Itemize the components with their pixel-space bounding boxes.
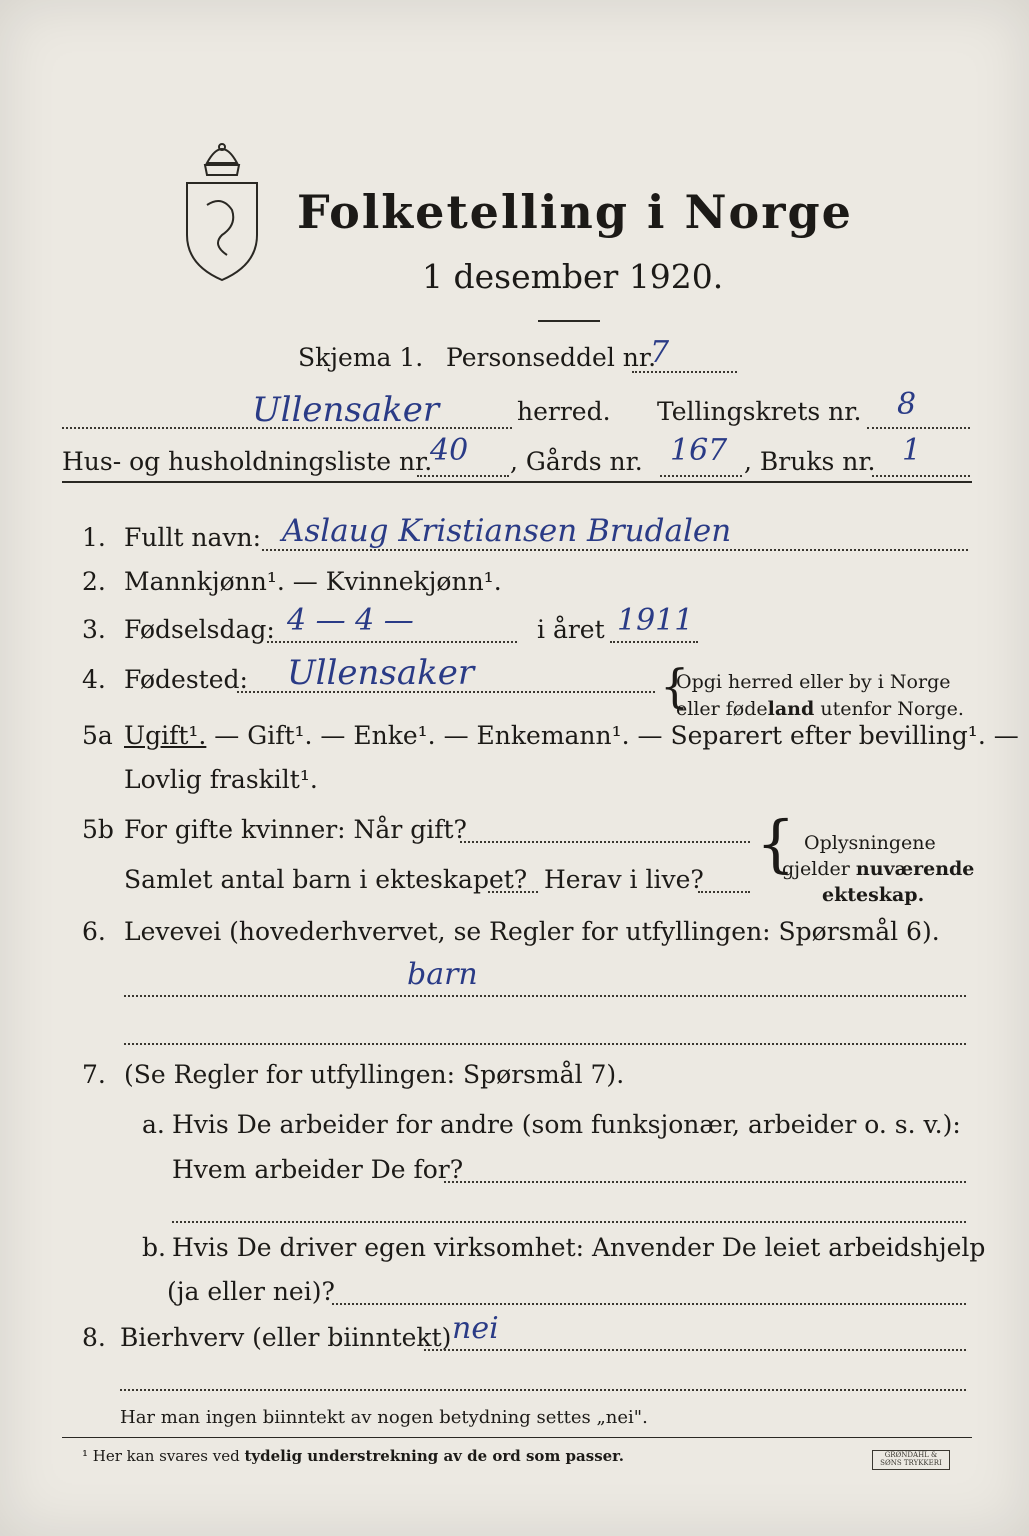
q5b-number: 5b bbox=[82, 815, 114, 844]
personseddel-label: Personseddel nr. bbox=[446, 343, 657, 372]
bruks-value: 1 bbox=[902, 433, 922, 468]
q8-line2 bbox=[120, 1389, 966, 1391]
biinntekt-note: Har man ingen biinntekt av nogen betydning settes „nei". bbox=[120, 1407, 648, 1428]
herred-value: Ullensaker bbox=[252, 390, 440, 430]
hus-label: Hus- og husholdningsliste nr. bbox=[62, 447, 433, 476]
header-rule bbox=[62, 481, 972, 483]
q5a-number: 5a bbox=[82, 721, 113, 750]
printer-stamp: GRØNDAHL & SØNS TRYKKERI bbox=[872, 1450, 950, 1470]
q2-number: 2. bbox=[82, 567, 106, 596]
q7b-line bbox=[332, 1303, 966, 1305]
q5a-line2: Lovlig fraskilt¹. bbox=[124, 765, 318, 794]
q5b-children-line bbox=[488, 891, 538, 893]
q3-label: Fødselsdag: bbox=[124, 615, 275, 644]
bruks-line bbox=[872, 475, 970, 477]
q2-label: Mannkjønn¹. — Kvinnekjønn¹. bbox=[124, 567, 502, 596]
tellingskrets-label: Tellingskrets nr. bbox=[657, 397, 862, 426]
q5b-note-line3: ekteskap. bbox=[822, 884, 925, 906]
census-form bbox=[62, 125, 1019, 1480]
q3-line bbox=[267, 641, 517, 643]
q6-line2 bbox=[124, 1043, 966, 1045]
q1-label: Fullt navn: bbox=[124, 523, 262, 552]
q3-number: 3. bbox=[82, 615, 106, 644]
q5b-married-line bbox=[460, 841, 750, 843]
q4-brace: { bbox=[660, 659, 690, 713]
q4-value: Ullensaker bbox=[287, 653, 475, 693]
footer-rule bbox=[62, 1437, 972, 1438]
q7-number: 7. bbox=[82, 1060, 106, 1089]
q7a-who-line bbox=[444, 1181, 966, 1183]
q7a-label: Hvis De arbeider for andre (som funksjonær, arbeider o. s. v.): bbox=[172, 1110, 961, 1139]
bruks-label: , Bruks nr. bbox=[744, 447, 876, 476]
q5a-options: Ugift¹. — Gift¹. — Enke¹. — Enkemann¹. — Separert efter bevilling¹. — bbox=[124, 721, 1019, 750]
q3-year-line bbox=[610, 641, 698, 643]
q6-label: Levevei (hovederhvervet, se Regler for utfyllingen: Spørsmål 6). bbox=[124, 917, 940, 946]
herred-label: herred. bbox=[517, 397, 611, 426]
personseddel-line bbox=[632, 371, 737, 373]
q5b-alive-line bbox=[698, 891, 750, 893]
footnote: ¹ Her kan svares ved tydelig understrekning av de ord som passer. bbox=[82, 1447, 624, 1465]
form-title: Folketelling i Norge bbox=[297, 185, 853, 239]
q4-number: 4. bbox=[82, 665, 106, 694]
q8-value: nei bbox=[452, 1311, 499, 1346]
q7b-ja-nei-label: (ja eller nei)? bbox=[167, 1277, 335, 1306]
q5b-alive-label: Herav i live? bbox=[544, 865, 704, 894]
q3-year-value: 1911 bbox=[617, 603, 694, 638]
q7a-letter: a. bbox=[142, 1110, 165, 1139]
tellingskrets-value: 8 bbox=[897, 387, 917, 422]
q3-value: 4 — 4 — bbox=[287, 603, 414, 638]
q8-line bbox=[424, 1349, 966, 1351]
q3-year-label: i året bbox=[537, 615, 605, 644]
q5a-ugift-selected: Ugift¹. bbox=[124, 721, 207, 750]
q4-note-line1: Opgi herred eller by i Norge bbox=[676, 671, 951, 693]
q6-line1 bbox=[124, 995, 966, 997]
q7-label: (Se Regler for utfyllingen: Spørsmål 7). bbox=[124, 1060, 625, 1089]
schema-label: Skjema 1. bbox=[298, 343, 424, 372]
gards-label: , Gårds nr. bbox=[510, 447, 643, 476]
gards-value: 167 bbox=[670, 433, 728, 468]
q7b-label: Hvis De driver egen virksomhet: Anvender De leiet arbeidshjelp bbox=[172, 1233, 986, 1262]
q1-value: Aslaug Kristiansen Brudalen bbox=[282, 513, 732, 549]
q5b-brace: { bbox=[756, 807, 796, 880]
q8-label: Bierhverv (eller biinntekt) bbox=[120, 1323, 452, 1352]
coat-of-arms-icon bbox=[177, 135, 267, 285]
q1-number: 1. bbox=[82, 523, 106, 552]
tellingskrets-line bbox=[867, 427, 970, 429]
hus-value: 40 bbox=[430, 433, 469, 468]
q6-value: barn bbox=[407, 957, 478, 992]
q8-number: 8. bbox=[82, 1323, 106, 1352]
q6-number: 6. bbox=[82, 917, 106, 946]
q4-note-line2: eller fødeland utenfor Norge. bbox=[676, 698, 964, 720]
q5b-label: For gifte kvinner: Når gift? bbox=[124, 815, 467, 844]
gards-line bbox=[660, 475, 742, 477]
census-date: 1 desember 1920. bbox=[422, 257, 724, 296]
q4-label: Fødested: bbox=[124, 665, 248, 694]
q5b-note-line2: gjelder nuværende bbox=[782, 858, 975, 880]
q7a-who-label: Hvem arbeider De for? bbox=[172, 1155, 464, 1184]
personseddel-value: 7 bbox=[650, 335, 670, 370]
q7b-letter: b. bbox=[142, 1233, 166, 1262]
title-divider bbox=[538, 320, 600, 322]
q5b-children-label: Samlet antal barn i ekteskapet? bbox=[124, 865, 528, 894]
hus-line bbox=[417, 475, 509, 477]
q7a-line2 bbox=[172, 1221, 966, 1223]
q1-line bbox=[262, 549, 968, 551]
q5b-note-line1: Oplysningene bbox=[804, 832, 936, 854]
